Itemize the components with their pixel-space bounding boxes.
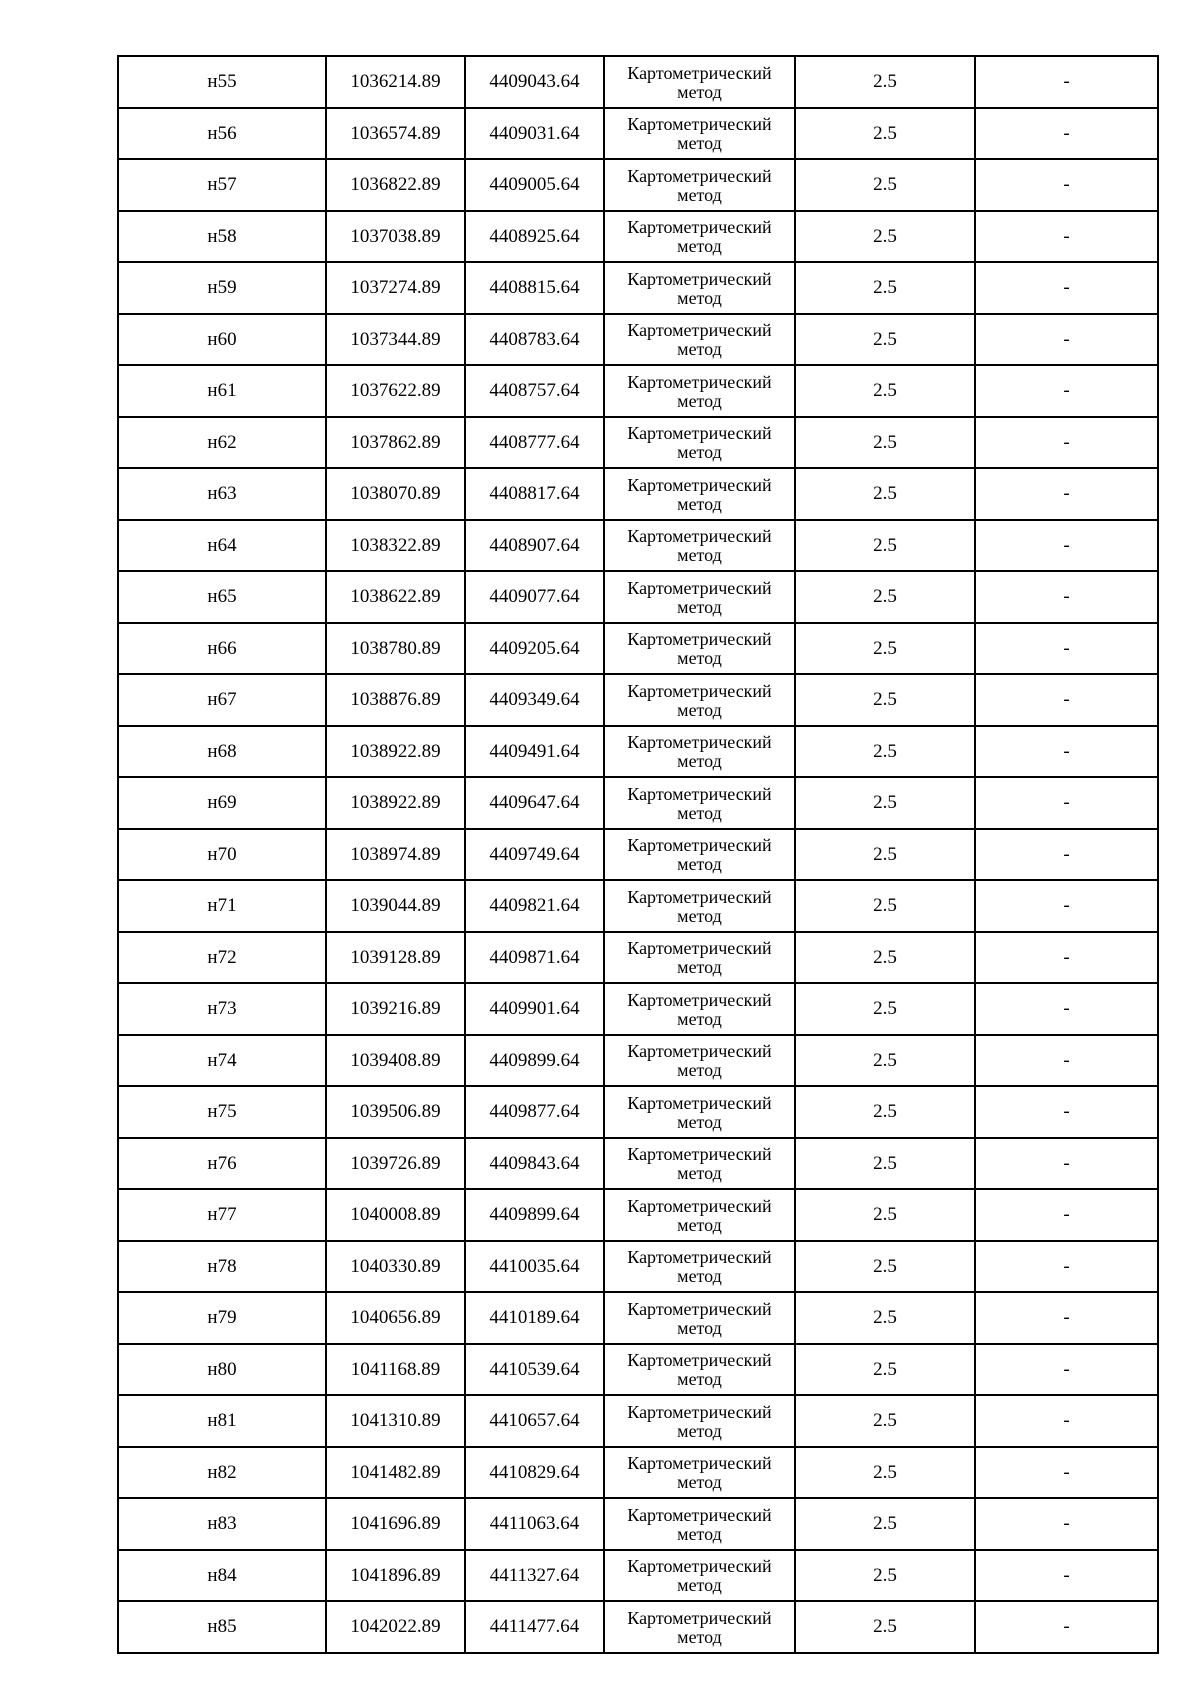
accuracy-cell: 2.5 [795, 880, 975, 932]
method-line-2: метод [677, 545, 722, 566]
method-line-1: Картометрический [627, 62, 772, 83]
y-coordinate-cell: 4409205.64 [465, 623, 604, 675]
method-line-2: метод [677, 648, 722, 669]
note-cell: - [975, 983, 1158, 1035]
method-line-1: Картометрический [627, 989, 772, 1010]
method-cell [604, 1292, 795, 1344]
accuracy-cell: 2.5 [795, 674, 975, 726]
x-coordinate-cell: 1036214.89 [326, 56, 465, 108]
y-coordinate-cell: 4409349.64 [465, 674, 604, 726]
y-coordinate-cell: 4408817.64 [465, 468, 604, 520]
note-cell: - [975, 1447, 1158, 1499]
note-cell: - [975, 623, 1158, 675]
table-row [118, 880, 1158, 932]
method-line-1: Картометрический [627, 783, 772, 804]
method-line-1: Картометрический [627, 320, 772, 341]
point-cell: н84 [118, 1550, 326, 1602]
method-line-1: Картометрический [627, 217, 772, 238]
method-cell [604, 1344, 795, 1396]
method-cell [604, 674, 795, 726]
x-coordinate-cell: 1039726.89 [326, 1138, 465, 1190]
point-cell: н76 [118, 1138, 326, 1190]
table-row [118, 1138, 1158, 1190]
method-line-2: метод [677, 1317, 722, 1338]
x-coordinate-cell: 1038780.89 [326, 623, 465, 675]
accuracy-cell: 2.5 [795, 1601, 975, 1653]
method-line-2: метод [677, 1266, 722, 1287]
accuracy-cell: 2.5 [795, 1498, 975, 1550]
y-coordinate-cell: 4410035.64 [465, 1241, 604, 1293]
accuracy-cell: 2.5 [795, 1292, 975, 1344]
accuracy-cell: 2.5 [795, 159, 975, 211]
table-row [118, 777, 1158, 829]
y-coordinate-cell: 4410657.64 [465, 1395, 604, 1447]
accuracy-cell: 2.5 [795, 1189, 975, 1241]
y-coordinate-cell: 4409899.64 [465, 1035, 604, 1087]
y-coordinate-cell: 4409005.64 [465, 159, 604, 211]
method-cell [604, 571, 795, 623]
point-cell: н62 [118, 417, 326, 469]
method-cell [604, 468, 795, 520]
method-line-1: Картометрический [627, 938, 772, 959]
note-cell: - [975, 520, 1158, 572]
table-row [118, 1550, 1158, 1602]
table-row [118, 932, 1158, 984]
point-cell: н67 [118, 674, 326, 726]
point-cell: н57 [118, 159, 326, 211]
table-row [118, 983, 1158, 1035]
method-line-1: Картометрический [627, 886, 772, 907]
accuracy-cell: 2.5 [795, 829, 975, 881]
method-line-1: Картометрический [627, 1350, 772, 1371]
method-line-2: метод [677, 442, 722, 463]
method-cell [604, 1601, 795, 1653]
note-cell: - [975, 1601, 1158, 1653]
method-line-1: Картометрический [627, 732, 772, 753]
point-cell: н63 [118, 468, 326, 520]
x-coordinate-cell: 1037344.89 [326, 314, 465, 366]
x-coordinate-cell: 1037038.89 [326, 211, 465, 263]
table-row [118, 1086, 1158, 1138]
y-coordinate-cell: 4408925.64 [465, 211, 604, 263]
accuracy-cell: 2.5 [795, 932, 975, 984]
method-cell [604, 314, 795, 366]
y-coordinate-cell: 4409647.64 [465, 777, 604, 829]
method-line-2: метод [677, 1060, 722, 1081]
x-coordinate-cell: 1038322.89 [326, 520, 465, 572]
table-row [118, 520, 1158, 572]
point-cell: н80 [118, 1344, 326, 1396]
point-cell: н77 [118, 1189, 326, 1241]
accuracy-cell: 2.5 [795, 1395, 975, 1447]
x-coordinate-cell: 1037622.89 [326, 365, 465, 417]
point-cell: н81 [118, 1395, 326, 1447]
y-coordinate-cell: 4409877.64 [465, 1086, 604, 1138]
table-row [118, 623, 1158, 675]
method-line-1: Картометрический [627, 835, 772, 856]
method-line-2: метод [677, 957, 722, 978]
note-cell: - [975, 674, 1158, 726]
method-line-2: метод [677, 751, 722, 772]
y-coordinate-cell: 4409901.64 [465, 983, 604, 1035]
method-line-1: Картометрический [627, 526, 772, 547]
accuracy-cell: 2.5 [795, 468, 975, 520]
table-row [118, 262, 1158, 314]
point-cell: н82 [118, 1447, 326, 1499]
y-coordinate-cell: 4411477.64 [465, 1601, 604, 1653]
method-line-2: метод [677, 1111, 722, 1132]
method-cell [604, 829, 795, 881]
point-cell: н73 [118, 983, 326, 1035]
method-line-1: Картометрический [627, 577, 772, 598]
method-line-1: Картометрический [627, 423, 772, 444]
point-cell: н68 [118, 726, 326, 778]
method-cell [604, 1086, 795, 1138]
x-coordinate-cell: 1039044.89 [326, 880, 465, 932]
point-cell: н55 [118, 56, 326, 108]
note-cell: - [975, 829, 1158, 881]
method-line-2: метод [677, 184, 722, 205]
method-line-1: Картометрический [627, 1195, 772, 1216]
table-row [118, 1395, 1158, 1447]
method-line-2: метод [677, 1523, 722, 1544]
table-row [118, 365, 1158, 417]
x-coordinate-cell: 1040330.89 [326, 1241, 465, 1293]
method-cell [604, 365, 795, 417]
method-line-2: метод [677, 854, 722, 875]
method-cell [604, 726, 795, 778]
method-cell [604, 417, 795, 469]
method-line-1: Картометрический [627, 114, 772, 135]
note-cell: - [975, 1241, 1158, 1293]
method-line-2: метод [677, 287, 722, 308]
method-line-1: Картометрический [627, 1092, 772, 1113]
y-coordinate-cell: 4409077.64 [465, 571, 604, 623]
x-coordinate-cell: 1038974.89 [326, 829, 465, 881]
table-row [118, 1189, 1158, 1241]
y-coordinate-cell: 4409491.64 [465, 726, 604, 778]
accuracy-cell: 2.5 [795, 1447, 975, 1499]
point-cell: н78 [118, 1241, 326, 1293]
table-row [118, 56, 1158, 108]
method-cell [604, 211, 795, 263]
y-coordinate-cell: 4408757.64 [465, 365, 604, 417]
x-coordinate-cell: 1038922.89 [326, 777, 465, 829]
method-line-2: метод [677, 390, 722, 411]
method-line-2: метод [677, 1008, 722, 1029]
method-cell [604, 880, 795, 932]
x-coordinate-cell: 1040008.89 [326, 1189, 465, 1241]
accuracy-cell: 2.5 [795, 262, 975, 314]
note-cell: - [975, 1344, 1158, 1396]
table-row [118, 674, 1158, 726]
x-coordinate-cell: 1038876.89 [326, 674, 465, 726]
point-cell: н75 [118, 1086, 326, 1138]
method-cell [604, 623, 795, 675]
x-coordinate-cell: 1041168.89 [326, 1344, 465, 1396]
point-cell: н71 [118, 880, 326, 932]
method-line-2: метод [677, 133, 722, 154]
note-cell: - [975, 1035, 1158, 1087]
method-cell [604, 56, 795, 108]
method-line-1: Картометрический [627, 371, 772, 392]
method-line-1: Картометрический [627, 1144, 772, 1165]
method-cell [604, 932, 795, 984]
table-row [118, 314, 1158, 366]
method-line-1: Картометрический [627, 1247, 772, 1268]
method-line-2: метод [677, 1575, 722, 1596]
method-cell [604, 1395, 795, 1447]
point-cell: н61 [118, 365, 326, 417]
table-row [118, 571, 1158, 623]
note-cell: - [975, 417, 1158, 469]
y-coordinate-cell: 4409871.64 [465, 932, 604, 984]
table-row [118, 1447, 1158, 1499]
point-cell: н56 [118, 108, 326, 160]
accuracy-cell: 2.5 [795, 108, 975, 160]
accuracy-cell: 2.5 [795, 1086, 975, 1138]
accuracy-cell: 2.5 [795, 314, 975, 366]
method-cell [604, 1550, 795, 1602]
method-cell [604, 777, 795, 829]
x-coordinate-cell: 1041310.89 [326, 1395, 465, 1447]
accuracy-cell: 2.5 [795, 726, 975, 778]
y-coordinate-cell: 4408815.64 [465, 262, 604, 314]
method-line-1: Картометрический [627, 680, 772, 701]
method-cell [604, 1241, 795, 1293]
note-cell: - [975, 1395, 1158, 1447]
note-cell: - [975, 1138, 1158, 1190]
y-coordinate-cell: 4409749.64 [465, 829, 604, 881]
table-row [118, 211, 1158, 263]
point-cell: н79 [118, 1292, 326, 1344]
accuracy-cell: 2.5 [795, 1035, 975, 1087]
accuracy-cell: 2.5 [795, 1138, 975, 1190]
x-coordinate-cell: 1039506.89 [326, 1086, 465, 1138]
table-row [118, 1241, 1158, 1293]
method-line-2: метод [677, 905, 722, 926]
x-coordinate-cell: 1039408.89 [326, 1035, 465, 1087]
accuracy-cell: 2.5 [795, 211, 975, 263]
note-cell: - [975, 571, 1158, 623]
point-cell: н70 [118, 829, 326, 881]
accuracy-cell: 2.5 [795, 1241, 975, 1293]
x-coordinate-cell: 1037274.89 [326, 262, 465, 314]
note-cell: - [975, 880, 1158, 932]
method-line-1: Картометрический [627, 1453, 772, 1474]
note-cell: - [975, 1498, 1158, 1550]
table-row [118, 1498, 1158, 1550]
table-row [118, 829, 1158, 881]
note-cell: - [975, 1292, 1158, 1344]
point-cell: н59 [118, 262, 326, 314]
method-line-1: Картометрический [627, 165, 772, 186]
x-coordinate-cell: 1042022.89 [326, 1601, 465, 1653]
method-line-1: Картометрический [627, 1041, 772, 1062]
y-coordinate-cell: 4408783.64 [465, 314, 604, 366]
y-coordinate-cell: 4409843.64 [465, 1138, 604, 1190]
y-coordinate-cell: 4409043.64 [465, 56, 604, 108]
method-line-2: метод [677, 493, 722, 514]
method-cell [604, 1138, 795, 1190]
note-cell: - [975, 1189, 1158, 1241]
method-line-2: метод [677, 1369, 722, 1390]
y-coordinate-cell: 4410539.64 [465, 1344, 604, 1396]
method-line-1: Картометрический [627, 629, 772, 650]
method-line-2: метод [677, 1163, 722, 1184]
accuracy-cell: 2.5 [795, 56, 975, 108]
x-coordinate-cell: 1038070.89 [326, 468, 465, 520]
note-cell: - [975, 211, 1158, 263]
x-coordinate-cell: 1038922.89 [326, 726, 465, 778]
accuracy-cell: 2.5 [795, 417, 975, 469]
accuracy-cell: 2.5 [795, 983, 975, 1035]
x-coordinate-cell: 1039216.89 [326, 983, 465, 1035]
note-cell: - [975, 56, 1158, 108]
table-row [118, 1601, 1158, 1653]
method-line-2: метод [677, 596, 722, 617]
accuracy-cell: 2.5 [795, 571, 975, 623]
point-cell: н69 [118, 777, 326, 829]
method-line-2: метод [677, 699, 722, 720]
method-line-1: Картометрический [627, 268, 772, 289]
method-line-2: метод [677, 81, 722, 102]
method-line-2: метод [677, 1626, 722, 1647]
method-cell [604, 1447, 795, 1499]
method-cell [604, 159, 795, 211]
accuracy-cell: 2.5 [795, 1344, 975, 1396]
accuracy-cell: 2.5 [795, 623, 975, 675]
method-line-1: Картометрический [627, 1298, 772, 1319]
table-row [118, 468, 1158, 520]
method-line-2: метод [677, 1472, 722, 1493]
method-cell [604, 1498, 795, 1550]
y-coordinate-cell: 4408907.64 [465, 520, 604, 572]
y-coordinate-cell: 4409821.64 [465, 880, 604, 932]
point-cell: н83 [118, 1498, 326, 1550]
accuracy-cell: 2.5 [795, 1550, 975, 1602]
method-line-1: Картометрический [627, 1504, 772, 1525]
table-row [118, 1035, 1158, 1087]
y-coordinate-cell: 4408777.64 [465, 417, 604, 469]
method-line-1: Картометрический [627, 1401, 772, 1422]
point-cell: н64 [118, 520, 326, 572]
method-cell [604, 262, 795, 314]
table-row [118, 159, 1158, 211]
method-line-2: метод [677, 339, 722, 360]
note-cell: - [975, 365, 1158, 417]
accuracy-cell: 2.5 [795, 520, 975, 572]
x-coordinate-cell: 1041696.89 [326, 1498, 465, 1550]
method-cell [604, 1189, 795, 1241]
method-cell [604, 1035, 795, 1087]
point-cell: н72 [118, 932, 326, 984]
method-cell [604, 983, 795, 1035]
note-cell: - [975, 262, 1158, 314]
y-coordinate-cell: 4409031.64 [465, 108, 604, 160]
point-cell: н66 [118, 623, 326, 675]
x-coordinate-cell: 1037862.89 [326, 417, 465, 469]
table-row [118, 108, 1158, 160]
note-cell: - [975, 777, 1158, 829]
note-cell: - [975, 1550, 1158, 1602]
x-coordinate-cell: 1040656.89 [326, 1292, 465, 1344]
table-row [118, 1344, 1158, 1396]
y-coordinate-cell: 4411063.64 [465, 1498, 604, 1550]
method-cell [604, 108, 795, 160]
note-cell: - [975, 468, 1158, 520]
point-cell: н74 [118, 1035, 326, 1087]
y-coordinate-cell: 4410189.64 [465, 1292, 604, 1344]
note-cell: - [975, 1086, 1158, 1138]
method-line-1: Картометрический [627, 474, 772, 495]
x-coordinate-cell: 1038622.89 [326, 571, 465, 623]
point-cell: н85 [118, 1601, 326, 1653]
x-coordinate-cell: 1041482.89 [326, 1447, 465, 1499]
x-coordinate-cell: 1036822.89 [326, 159, 465, 211]
y-coordinate-cell: 4409899.64 [465, 1189, 604, 1241]
method-line-2: метод [677, 236, 722, 257]
method-line-2: метод [677, 1214, 722, 1235]
note-cell: - [975, 726, 1158, 778]
point-cell: н65 [118, 571, 326, 623]
point-cell: н60 [118, 314, 326, 366]
note-cell: - [975, 159, 1158, 211]
table-row [118, 726, 1158, 778]
method-line-1: Картометрический [627, 1607, 772, 1628]
accuracy-cell: 2.5 [795, 777, 975, 829]
table-row [118, 1292, 1158, 1344]
y-coordinate-cell: 4411327.64 [465, 1550, 604, 1602]
y-coordinate-cell: 4410829.64 [465, 1447, 604, 1499]
accuracy-cell: 2.5 [795, 365, 975, 417]
method-cell [604, 520, 795, 572]
point-cell: н58 [118, 211, 326, 263]
note-cell: - [975, 108, 1158, 160]
x-coordinate-cell: 1041896.89 [326, 1550, 465, 1602]
table-row [118, 417, 1158, 469]
coordinates-table-body [118, 56, 1158, 1653]
x-coordinate-cell: 1039128.89 [326, 932, 465, 984]
note-cell: - [975, 932, 1158, 984]
x-coordinate-cell: 1036574.89 [326, 108, 465, 160]
method-line-2: метод [677, 1420, 722, 1441]
method-line-1: Картометрический [627, 1556, 772, 1577]
coordinates-table [117, 55, 1159, 1654]
note-cell: - [975, 314, 1158, 366]
method-line-2: метод [677, 802, 722, 823]
